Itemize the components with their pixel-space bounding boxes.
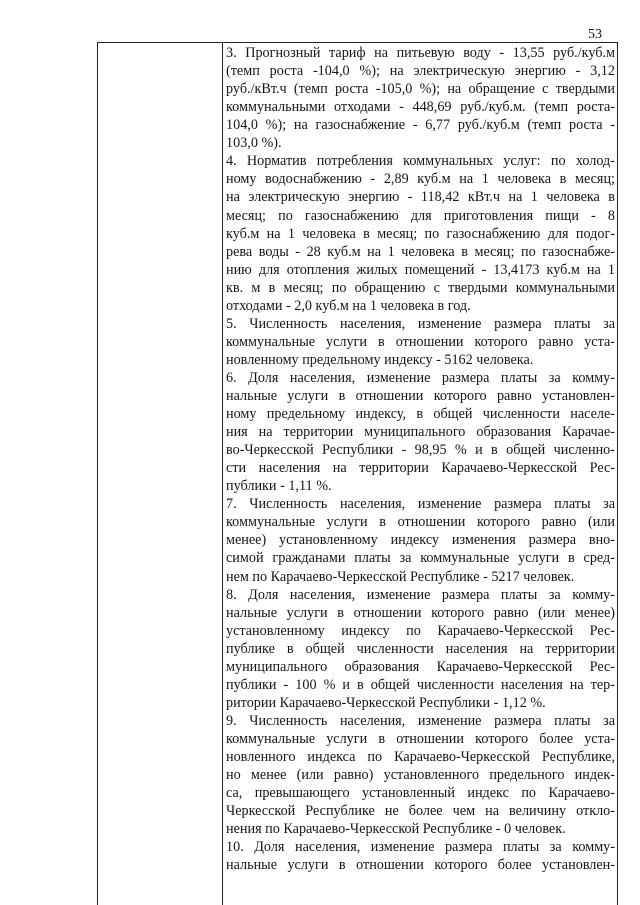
paragraph-line: ния на территории муниципального образования Карачае- <box>226 424 615 441</box>
paragraph-line: 3. Прогнозный тариф на питьевую воду - 13,55 руб./куб.м <box>226 45 615 61</box>
paragraph-line: 5. Численность населения, изменение размера платы за <box>226 315 615 332</box>
table-text-cell <box>226 43 615 905</box>
paragraph-line: месяц; по газоснабжению для приготовления пищи - 8 <box>226 207 615 224</box>
paragraph-line: во-Черкесской Республики - 98,95 % и в общей численно- <box>226 442 615 459</box>
paragraph-line: нем по Карачаево-Черкесской Республике - 5217 человек. <box>226 568 575 585</box>
paragraph-line: нальные услуги в отношении которого более установлен- <box>226 857 615 874</box>
table-left-column <box>98 43 223 905</box>
paragraph-line: публики - 1,11 %. <box>226 478 332 495</box>
paragraph-line: 7. Численность населения, изменение размера платы за <box>226 496 615 513</box>
paragraph-line: новленного индекса по Карачаево-Черкесской Республике, <box>226 749 615 765</box>
paragraph-line: коммунальными отходами - 448,69 руб./куб.м. (темп роста- <box>226 99 615 116</box>
paragraph-line: нию для отопления жилых помещений - 13,4173 куб.м на 1 <box>226 261 615 278</box>
paragraph-line: 6. Доля населения, изменение размера платы за комму- <box>226 369 615 386</box>
paragraph-line: рева воды - 28 куб.м на 1 человека в месяц; по газоснабже- <box>226 243 615 260</box>
paragraph-line: установленному индексу по Карачаево-Черкесской Рес- <box>226 622 615 639</box>
paragraph-line: новленному предельному индексу - 5162 человека. <box>226 351 534 368</box>
paragraph-line: 4. Норматив потребления коммунальных услуг: по холод- <box>226 153 615 170</box>
paragraph-line: отходами - 2,0 куб.м на 1 человека в год. <box>226 297 471 314</box>
paragraph-line: 8. Доля населения, изменение размера платы за комму- <box>226 586 615 603</box>
paragraph-line: но менее (или равно) установленного предельного индек- <box>226 767 615 783</box>
paragraph-line: ному предельному индексу, в общей численности населе- <box>226 406 615 422</box>
paragraph-line: коммунальные услуги в отношении которого равно (или <box>226 514 615 531</box>
paragraph-line: публики - 100 % и в общей численности населения на тер- <box>226 676 615 693</box>
paragraph-line: нения по Карачаево-Черкесской Республике - 0 человек. <box>226 821 566 838</box>
paragraph-line: менее) установленному индексу изменения размера вно- <box>226 532 615 549</box>
paragraph-line: 9. Численность населения, изменение размера платы за <box>226 712 615 729</box>
paragraph-line: публике в общей численности населения на территории <box>226 640 615 657</box>
document-table <box>97 42 618 905</box>
paragraph-line: сти населения на территории Карачаево-Черкесской Рес- <box>226 460 615 477</box>
paragraph-line: куб.м на 1 человека в месяц; по газоснабжению для подог- <box>226 225 615 242</box>
paragraph-line: нальные услуги в отношении которого равно (или менее) <box>226 604 615 621</box>
paragraph-line: 104,0 %); на газоснабжение - 6,77 руб./куб.м (темп роста - <box>226 117 615 134</box>
paragraph-line: симой гражданами платы за коммунальные услуги в сред- <box>226 550 615 567</box>
page-number: 53 <box>588 27 602 42</box>
paragraph-line: нальные услуги в отношении которого равно установлен- <box>226 387 615 404</box>
paragraph-line: муниципального образования Карачаево-Черкесской Рес- <box>226 658 615 675</box>
paragraph-line: 103,0 %). <box>226 135 282 152</box>
paragraph-line: Черкесской Республике не более чем на величину откло- <box>226 803 615 820</box>
paragraph-line: кв. м в месяц; по обращению с твердыми коммунальными <box>226 279 615 296</box>
paragraph-line: ному водоснабжению - 2,89 куб.м на 1 человека в месяц; <box>226 171 615 188</box>
paragraph-line: руб./кВт.ч (темп роста -105,0 %); на обращение с твердыми <box>226 81 615 98</box>
paragraph-line: 10. Доля населения, изменение размера платы за комму- <box>226 839 615 856</box>
paragraph-line: (темп роста -104,0 %); на электрическую энергию - 3,12 <box>226 63 615 80</box>
paragraph-line: на электрическую энергию - 118,42 кВт.ч на 1 человека в <box>226 189 615 206</box>
paragraph-line: коммунальные услуги в отношении которого равно уста- <box>226 333 615 350</box>
paragraph-line: са, превышающего установленный индекс по Карачаево- <box>226 785 615 802</box>
paragraph-line: ритории Карачаево-Черкесской Республики - 1,12 %. <box>226 694 546 711</box>
paragraph-line: коммунальные услуги в отношении которого более уста- <box>226 730 615 747</box>
